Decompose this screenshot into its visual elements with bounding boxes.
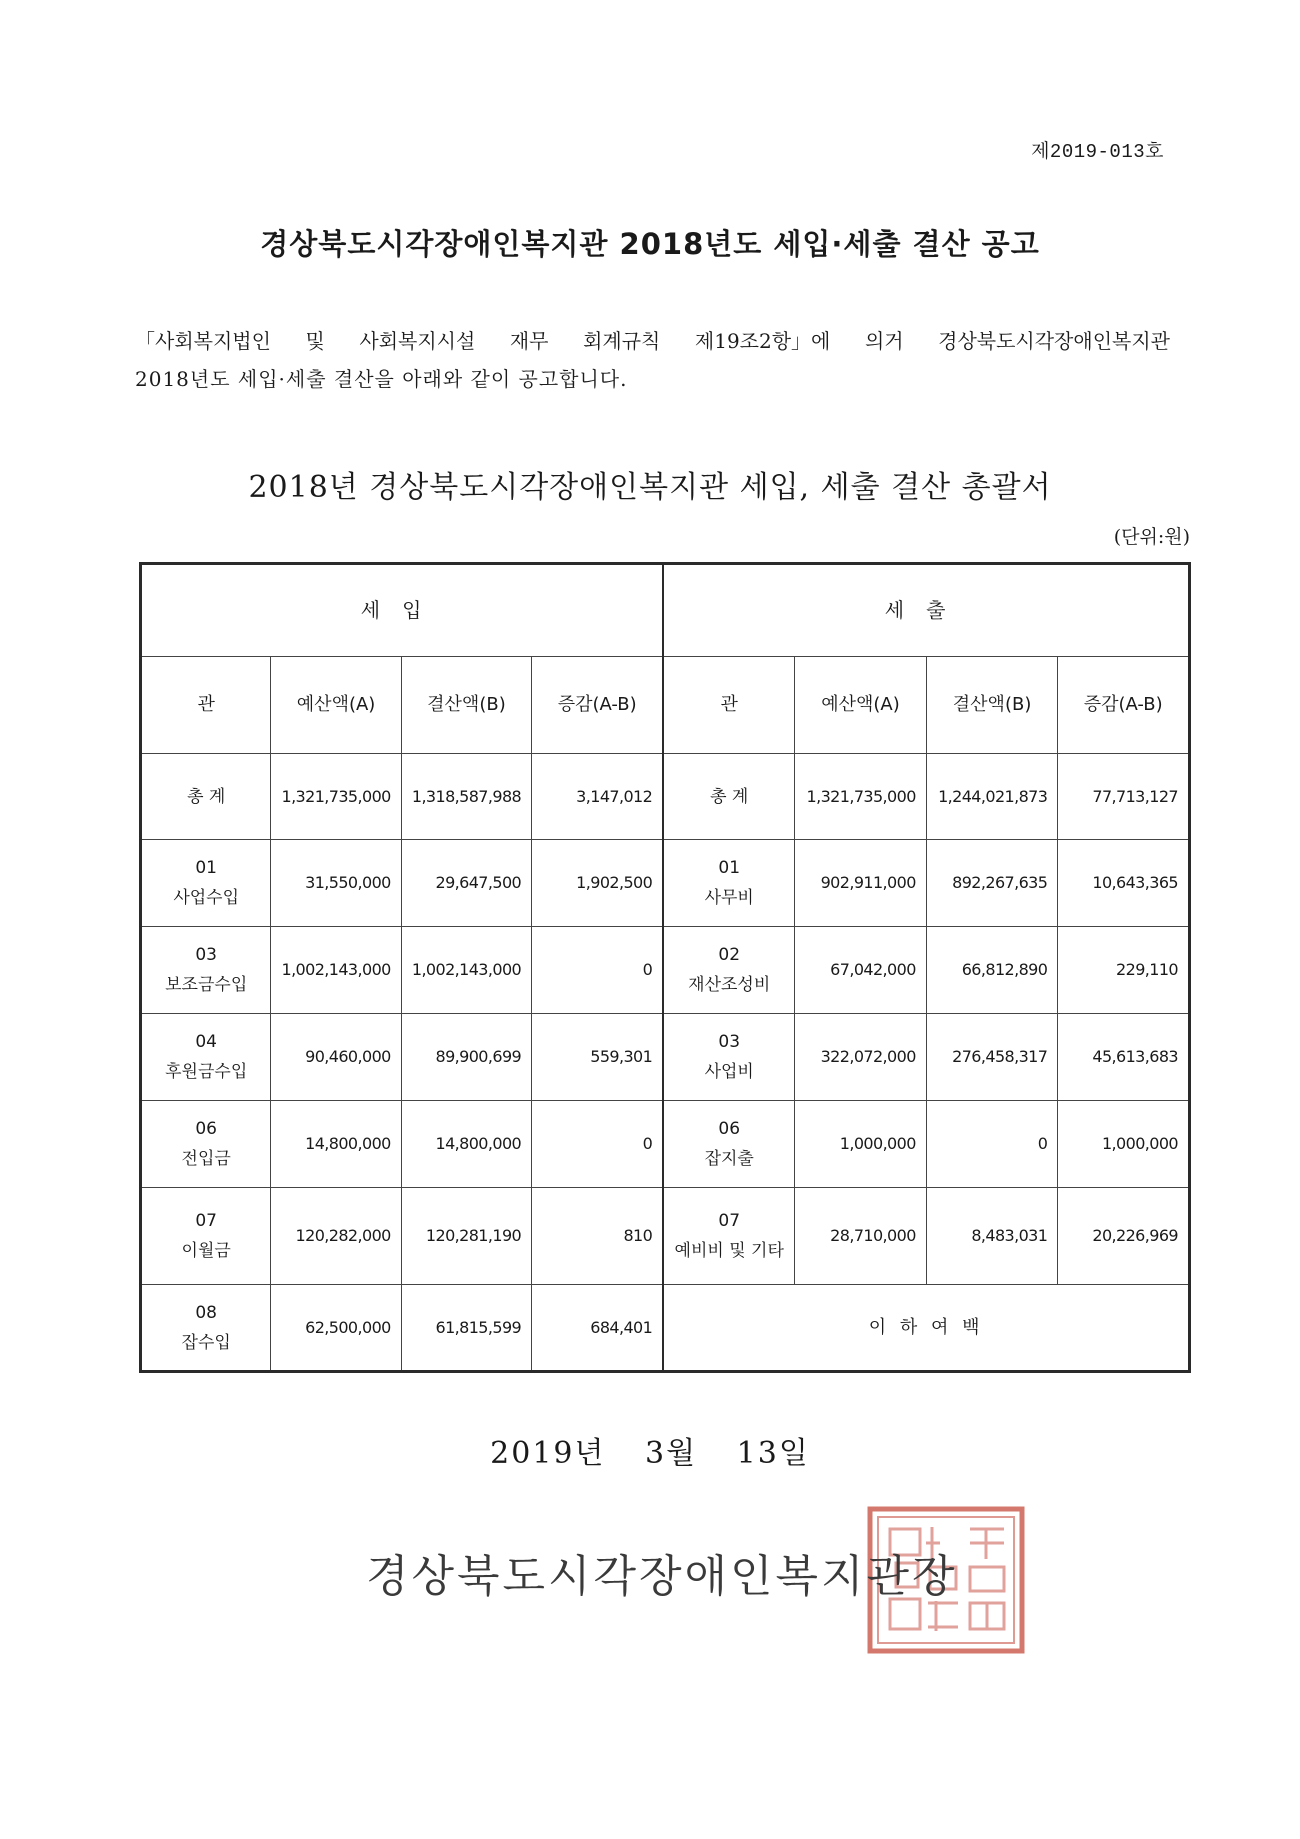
- exp-budget-cell: 902,911,000: [795, 840, 927, 927]
- exp-category-cell: [663, 1188, 795, 1285]
- rev-budget-cell: 1,002,143,000: [271, 927, 401, 1014]
- rev-actual-cell: 29,647,500: [401, 840, 531, 927]
- col-header-exp-diff: 증감(A-B): [1058, 656, 1190, 753]
- blank-below-note: 이 하 여 백: [663, 1285, 1189, 1372]
- rev-category-cell: [141, 1101, 271, 1188]
- rev-diff-cell: 559,301: [532, 1014, 664, 1101]
- intro-word: 제19조2항」에: [694, 329, 831, 353]
- table-row: [141, 927, 1190, 1014]
- exp-category-name: 사업비: [704, 1062, 754, 1083]
- table-title: 2018년 경상북도시각장애인복지관 세입, 세출 결산 총괄서: [248, 470, 1052, 505]
- rev-diff-cell: 684,401: [532, 1285, 664, 1372]
- exp-budget-cell: 1,321,735,000: [795, 753, 927, 840]
- rev-category-cell: [141, 1285, 271, 1372]
- exp-category-code: 03: [718, 1032, 741, 1053]
- intro-word: 의거: [864, 329, 904, 353]
- exp-category-name: 사무비: [704, 888, 754, 909]
- intro-word: 및: [305, 329, 325, 353]
- exp-actual-cell: 8,483,031: [926, 1188, 1058, 1285]
- exp-actual-cell: 66,812,890: [926, 927, 1058, 1014]
- col-header-exp-category: 관: [663, 656, 795, 753]
- issue-date: [0, 1428, 1300, 1472]
- rev-category-code: 01: [195, 858, 217, 879]
- col-header-exp-actual: 결산액(B): [926, 656, 1058, 753]
- exp-category-cell: [663, 1014, 795, 1101]
- rev-category-code: 07: [195, 1211, 217, 1232]
- col-header-rev-category: 관: [141, 656, 271, 753]
- exp-category-code: 02: [718, 945, 741, 966]
- rev-budget-cell: 62,500,000: [271, 1285, 401, 1372]
- document-number: 제2019-013호: [1031, 141, 1164, 163]
- exp-actual-cell: 1,244,021,873: [926, 753, 1058, 840]
- rev-actual-cell: 61,815,599: [401, 1285, 531, 1372]
- col-header-rev-diff: 증감(A-B): [532, 656, 664, 753]
- rev-budget-cell: 31,550,000: [271, 840, 401, 927]
- exp-category-cell: [663, 927, 795, 1014]
- intro-word: 사회복지시설: [359, 329, 476, 353]
- rev-category-name: 총 계: [187, 786, 226, 807]
- rev-budget-cell: 14,800,000: [271, 1101, 401, 1188]
- rev-category-name: 이월금: [181, 1241, 231, 1262]
- intro-line-2: 2018년도 세입·세출 결산을 아래와 같이 공고합니다.: [135, 367, 628, 391]
- section-header-row: [141, 564, 1190, 657]
- intro-word: 재무: [509, 329, 549, 353]
- issue-date-year: 2019년: [490, 1436, 606, 1471]
- signature-line: 경상북도시각장애인복지관장: [366, 1551, 958, 1602]
- rev-category-cell: [141, 1014, 271, 1101]
- revenue-header: 세입: [141, 564, 664, 657]
- expense-header: 세출: [663, 564, 1189, 657]
- rev-budget-cell: 90,460,000: [271, 1014, 401, 1101]
- exp-category-cell: [663, 753, 795, 840]
- rev-category-code: 06: [195, 1119, 217, 1140]
- rev-diff-cell: 1,902,500: [532, 840, 664, 927]
- exp-category-code: 06: [718, 1119, 741, 1140]
- rev-actual-cell: 14,800,000: [401, 1101, 531, 1188]
- intro-paragraph: [135, 322, 1170, 398]
- exp-category-code: 07: [718, 1211, 741, 1232]
- exp-category-code: 01: [718, 858, 741, 879]
- table-row: [141, 1188, 1190, 1285]
- exp-category-name: 재산조성비: [688, 975, 771, 996]
- rev-actual-cell: 89,900,699: [401, 1014, 531, 1101]
- exp-budget-cell: 28,710,000: [795, 1188, 927, 1285]
- exp-diff-cell: 20,226,969: [1058, 1188, 1190, 1285]
- exp-category-name: 잡지출: [704, 1149, 754, 1170]
- rev-actual-cell: 1,002,143,000: [401, 927, 531, 1014]
- rev-category-cell: [141, 927, 271, 1014]
- exp-category-name: 예비비 및 기타: [674, 1241, 784, 1262]
- col-header-rev-budget: 예산액(A): [271, 656, 401, 753]
- rev-category-name: 사업수입: [173, 888, 240, 909]
- rev-category-code: 08: [195, 1302, 217, 1323]
- settlement-table: [139, 562, 1191, 1373]
- exp-diff-cell: 45,613,683: [1058, 1014, 1190, 1101]
- table-row: [141, 1101, 1190, 1188]
- rev-actual-cell: 120,281,190: [401, 1188, 531, 1285]
- rev-category-name: 보조금수입: [165, 975, 248, 996]
- exp-actual-cell: 892,267,635: [926, 840, 1058, 927]
- exp-diff-cell: 77,713,127: [1058, 753, 1190, 840]
- rev-actual-cell: 1,318,587,988: [401, 753, 531, 840]
- intro-word: 회계규칙: [583, 329, 661, 353]
- intro-word: 경상북도시각장애인복지관: [938, 329, 1170, 353]
- table-row: [141, 753, 1190, 840]
- exp-budget-cell: 67,042,000: [795, 927, 927, 1014]
- table-row: [141, 1285, 1190, 1372]
- col-header-exp-budget: 예산액(A): [795, 656, 927, 753]
- exp-diff-cell: 1,000,000: [1058, 1101, 1190, 1188]
- rev-category-name: 후원금수입: [165, 1062, 248, 1083]
- exp-category-cell: [663, 840, 795, 927]
- intro-line-1: [135, 322, 1170, 360]
- exp-diff-cell: 229,110: [1058, 927, 1190, 1014]
- rev-diff-cell: 0: [532, 1101, 664, 1188]
- exp-diff-cell: 10,643,365: [1058, 840, 1190, 927]
- intro-word: 「사회복지법인: [135, 329, 271, 353]
- exp-budget-cell: 322,072,000: [795, 1014, 927, 1101]
- table-row: [141, 1014, 1190, 1101]
- exp-budget-cell: 1,000,000: [795, 1101, 927, 1188]
- rev-category-cell: [141, 1188, 271, 1285]
- rev-diff-cell: 0: [532, 927, 664, 1014]
- rev-diff-cell: 810: [532, 1188, 664, 1285]
- exp-category-cell: [663, 1101, 795, 1188]
- rev-category-name: 잡수입: [181, 1332, 231, 1353]
- issue-date-day: 13일: [736, 1436, 810, 1471]
- rev-budget-cell: 120,282,000: [271, 1188, 401, 1285]
- table-row: [141, 840, 1190, 927]
- rev-category-cell: [141, 753, 271, 840]
- unit-label: (단위:원): [1113, 526, 1190, 548]
- rev-category-name: 전입금: [181, 1149, 231, 1170]
- exp-actual-cell: 0: [926, 1101, 1058, 1188]
- issue-date-month: 3월: [645, 1436, 698, 1471]
- column-header-row: [141, 656, 1190, 753]
- exp-category-name: 총 계: [710, 786, 749, 807]
- col-header-rev-actual: 결산액(B): [401, 656, 531, 753]
- rev-diff-cell: 3,147,012: [532, 753, 664, 840]
- rev-budget-cell: 1,321,735,000: [271, 753, 401, 840]
- document-title: 경상북도시각장애인복지관 2018년도 세입·세출 결산 공고: [260, 227, 1040, 261]
- rev-category-code: 04: [195, 1032, 217, 1053]
- exp-actual-cell: 276,458,317: [926, 1014, 1058, 1101]
- rev-category-cell: [141, 840, 271, 927]
- rev-category-code: 03: [195, 945, 217, 966]
